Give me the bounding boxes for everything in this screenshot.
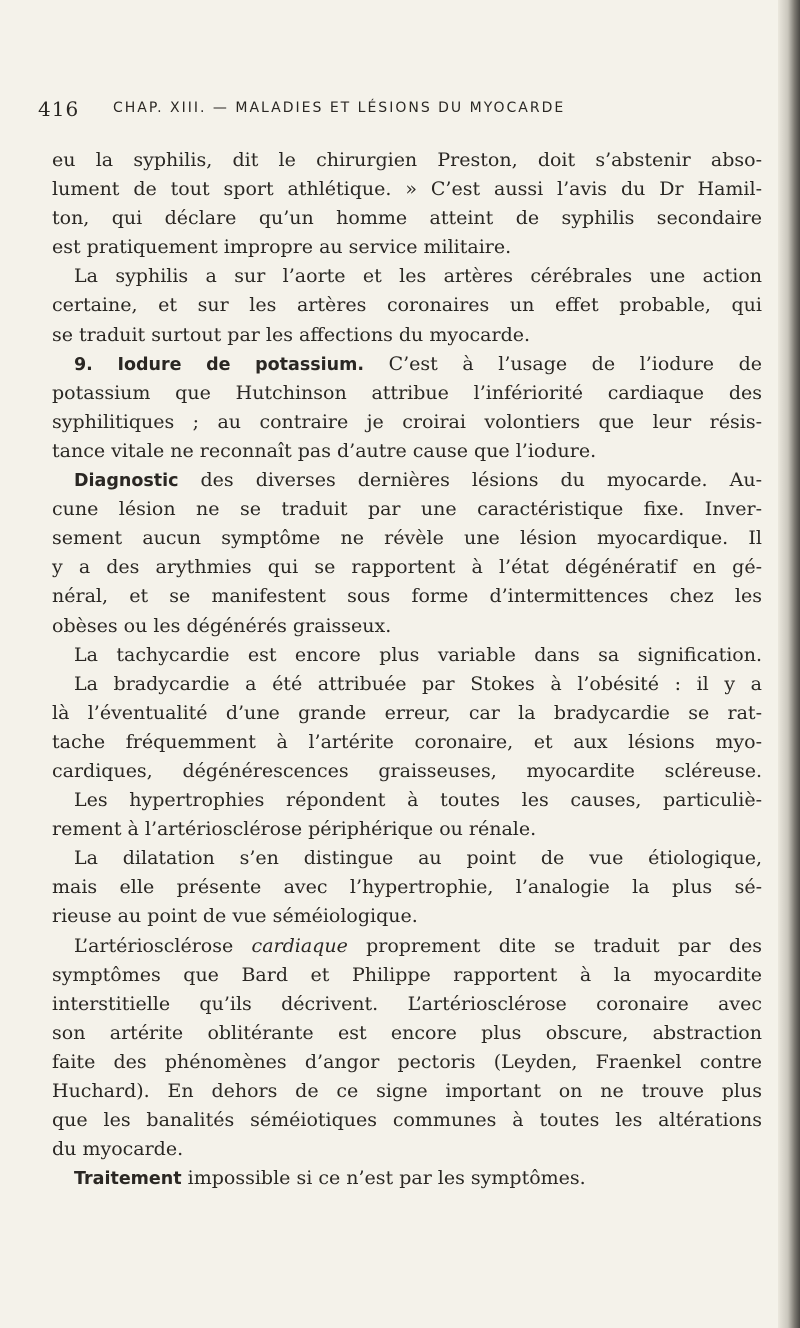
page-header xyxy=(38,97,738,127)
text-line: son artérite oblitérante est encore plus obscure, abstraction xyxy=(52,1021,762,1044)
text-line: se traduit surtout par les affections du myocarde. xyxy=(52,323,531,346)
text-line: faite des phénomènes d’angor pectoris (Leyden, Fraenkel contre xyxy=(52,1050,762,1073)
text-line: sement aucun symptôme ne révèle une lésion myocardique. Il xyxy=(52,527,762,550)
text-line: tance vitale ne reconnaît pas d’autre cause que l’iodure. xyxy=(52,439,597,462)
text-line: que les banalités séméiotiques communes à toutes les altérations xyxy=(52,1109,762,1132)
text-line: L’artériosclérose cardiaque proprement dite se traduit par des xyxy=(74,934,763,957)
text-line: potassium que Hutchinson attribue l’infériorité cardiaque des xyxy=(52,381,762,404)
text-line: La dilatation s’en distingue au point de vue étiologique, xyxy=(74,847,762,870)
text-line: cardiques, dégénérescences graisseuses, myocardite scléreuse. xyxy=(52,759,762,782)
page-edge-shadow xyxy=(778,0,800,1328)
text-line: La tachycardie est encore plus variable dans sa signification. xyxy=(74,643,762,666)
text-line: La bradycardie a été attribuée par Stokes à l’obésité : il y a xyxy=(74,672,762,695)
text-line: mais elle présente avec l’hypertrophie, l’analogie la plus sé- xyxy=(52,876,762,899)
running-head: CHAP. XIII. — MALADIES ET LÉSIONS DU MYOCARDE xyxy=(113,100,566,116)
text-line: symptômes que Bard et Philippe rapportent à la myocardite xyxy=(52,963,762,986)
text-line: tache fréquemment à l’artérite coronaire, et aux lésions myo- xyxy=(52,730,762,753)
text-line: du myocarde. xyxy=(52,1138,184,1161)
text-line: est pratiquement impropre au service militaire. xyxy=(52,236,512,259)
text-line: obèses ou les dégénérés graisseux. xyxy=(52,614,392,637)
text-line: syphilitiques ; au contraire je croirai volontiers que leur résis- xyxy=(52,410,762,433)
section-heading-line: Diagnostic des diverses dernières lésions du myocarde. Au- xyxy=(74,469,762,492)
text-line: cune lésion ne se traduit par une caractéristique fixe. Inver- xyxy=(52,498,762,521)
section-heading: Diagnostic xyxy=(74,471,179,492)
text-line: interstitielle qu’ils décrivent. L’artériosclérose coronaire avec xyxy=(52,992,762,1015)
section-heading: 9. Iodure de potassium. xyxy=(74,354,365,375)
text-line: Huchard). En dehors de ce signe important on ne trouve plus xyxy=(52,1080,762,1102)
text-line: lument de tout sport athlétique. » C’est aussi l’avis du Dr Hamil- xyxy=(52,178,762,201)
text-line: néral, et se manifestent sous forme d’intermittences chez les xyxy=(52,585,762,608)
section-heading: Traitement xyxy=(74,1169,182,1190)
text-line: rieuse au point de vue séméiologique. xyxy=(52,905,418,928)
text-line: là l’éventualité d’une grande erreur, car la bradycardie se rat- xyxy=(52,701,762,724)
section-heading-line: Traitement impossible si ce n’est par les symptômes. xyxy=(74,1167,586,1190)
text-line: Les hypertrophies répondent à toutes les causes, particuliè- xyxy=(74,789,762,812)
body-text xyxy=(52,146,762,1193)
text-line: certaine, et sur les artères coronaires un effet probable, qui xyxy=(52,294,762,317)
section-heading-line: 9. Iodure de potassium. C’est à l’usage de l’iodure de xyxy=(74,352,762,375)
text-line: ton, qui déclare qu’un homme atteint de syphilis secondaire xyxy=(52,207,762,230)
text-line: rement à l’artériosclérose périphérique ou rénale. xyxy=(52,818,537,841)
text-line: y a des arythmies qui se rapportent à l’état dégénératif en gé- xyxy=(52,556,762,579)
text-line: La syphilis a sur l’aorte et les artères cérébrales une action xyxy=(74,265,762,288)
page-number: 416 xyxy=(38,97,80,121)
text-line: eu la syphilis, dit le chirurgien Preston, doit s’abstenir abso- xyxy=(52,149,762,171)
italic-term: cardiaque xyxy=(251,934,348,957)
